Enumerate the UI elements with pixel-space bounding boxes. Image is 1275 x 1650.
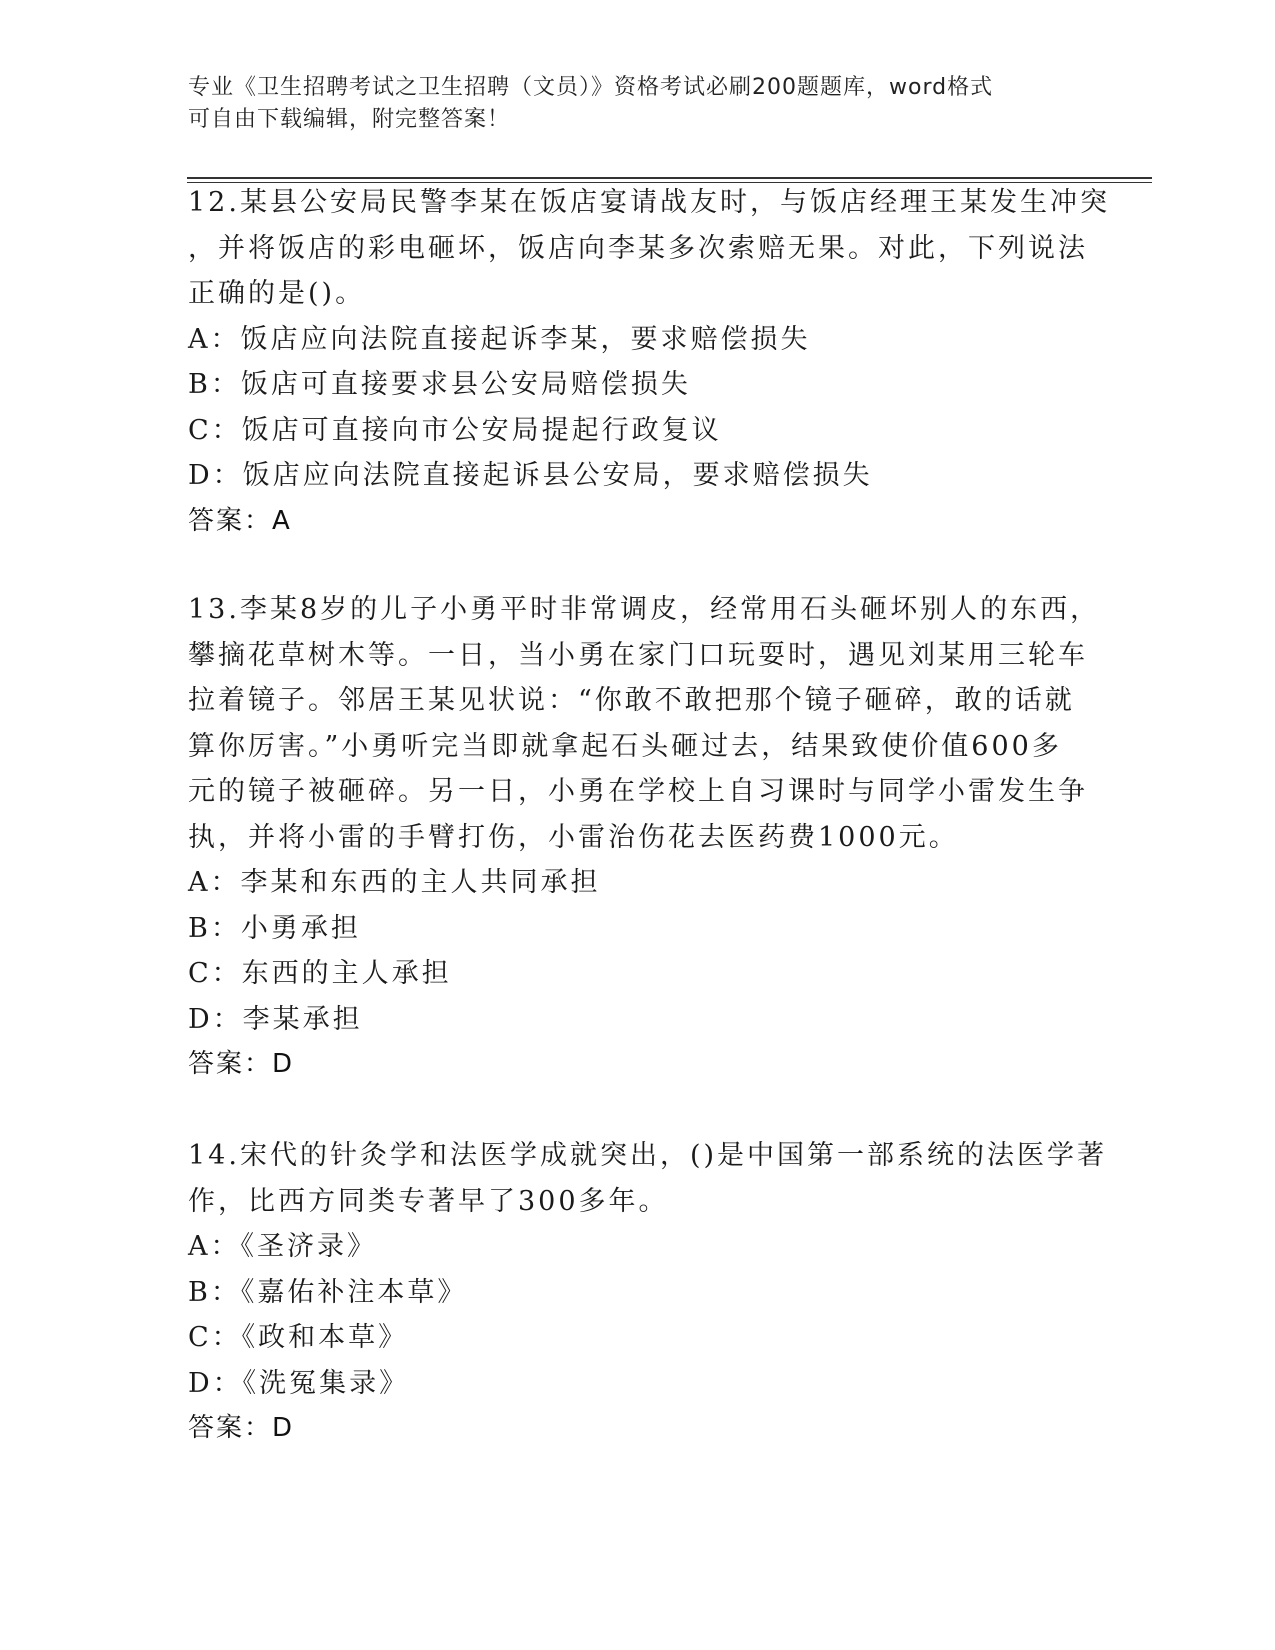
question-text-line: 作，比西方同类专著早了300多年。 — [188, 1185, 669, 1217]
question-text-line: 14.宋代的针灸学和法医学成就突出，()是中国第一部系统的法医学著 — [188, 1140, 1108, 1171]
question-text-line: ，并将饭店的彩电砸坏，饭店向李某多次索赔无果。对此，下列说法 — [188, 232, 1088, 264]
option-a: A：饭店应向法院直接起诉李某，要求赔偿损失 — [188, 323, 811, 355]
question-text-line: 算你厉害。”小勇听完当即就拿起石头砸过去，结果致使价值600多 — [188, 730, 1062, 762]
header-line-1: 专业《卫生招聘考试之卫生招聘（文员）》资格考试必刷200题题库，word格式 — [188, 75, 994, 100]
question-12 — [188, 180, 1110, 544]
question-13 — [188, 587, 1101, 1088]
question-text-line: 13.李某8岁的儿子小勇平时非常调皮，经常用石头砸坏别人的东西， — [188, 594, 1101, 625]
answer: 答案：D — [188, 1413, 295, 1443]
page-header — [188, 72, 1088, 136]
option-b: B：饭店可直接要求县公安局赔偿损失 — [188, 369, 691, 400]
option-b: B：小勇承担 — [188, 912, 361, 944]
answer: 答案：D — [188, 1049, 295, 1079]
question-14 — [188, 1133, 1108, 1452]
question-text-line: 执，并将小雷的手臂打伤，小雷治伤花去医药费1000元。 — [188, 821, 959, 853]
question-text-line: 元的镜子被砸碎。另一日，小勇在学校上自习课时与同学小雷发生争 — [188, 776, 1088, 807]
answer: 答案：A — [188, 505, 292, 536]
question-text-line: 正确的是()。 — [188, 278, 366, 309]
option-c: C：饭店可直接向市公安局提起行政复议 — [188, 414, 722, 446]
option-d: D：饭店应向法院直接起诉县公安局，要求赔偿损失 — [188, 460, 873, 491]
option-d: D：李某承担 — [188, 1003, 363, 1035]
option-c: C：东西的主人承担 — [188, 958, 452, 989]
question-text-line: 拉着镜子。邻居王某见状说：“你敢不敢把那个镜子砸碎，敢的话就 — [188, 685, 1075, 716]
header-line-2: 可自由下载编辑，附完整答案！ — [188, 107, 511, 132]
option-a: A：《圣济录》 — [188, 1231, 377, 1262]
option-c: C：《政和本草》 — [188, 1322, 409, 1353]
question-text-line: 攀摘花草树木等。一日，当小勇在家门口玩耍时，遇见刘某用三轮车 — [188, 639, 1088, 671]
question-text-line: 12.某县公安局民警李某在饭店宴请战友时，与饭店经理王某发生冲突 — [188, 187, 1110, 218]
option-b: B：《嘉佑补注本草》 — [188, 1276, 468, 1308]
option-a: A：李某和东西的主人共同承担 — [188, 867, 601, 898]
option-d: D：《洗冤集录》 — [188, 1367, 410, 1399]
header-divider-thick — [187, 177, 1152, 179]
